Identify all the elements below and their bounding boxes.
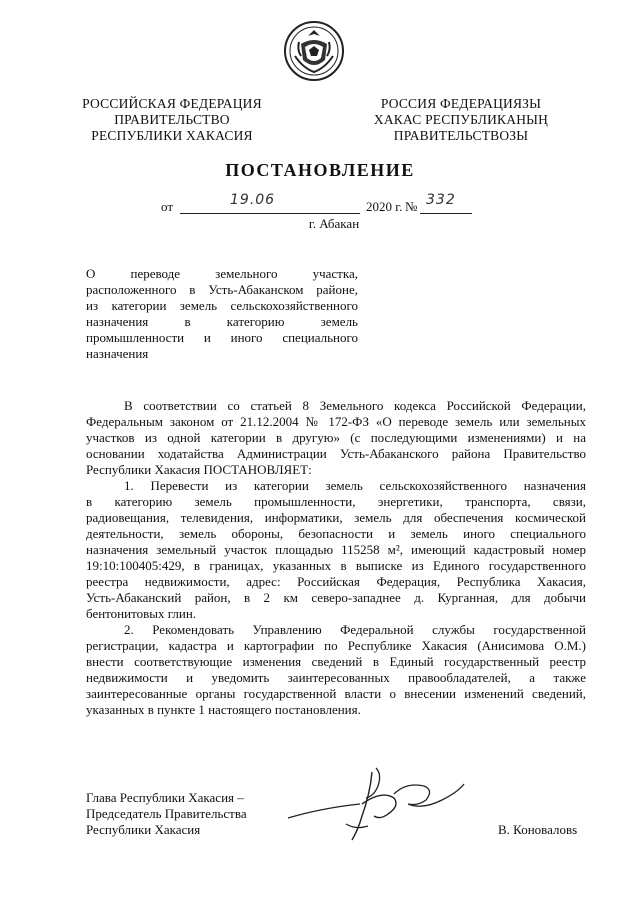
header-left-line: РОССИЙСКАЯ ФЕДЕРАЦИЯ [82,96,262,111]
header-right-line: ПРАВИТЕЛЬСТВОЗЫ [393,128,529,143]
body-line: указанных в пункте 1 настоящего постановления. [86,702,361,717]
body-line: внести соответствующие изменения сведений в Единый государственный реестр [86,654,586,669]
signatory-position-line: Председатель Правительства [86,806,247,821]
subject-line: промышленности и иного специального [86,330,358,345]
signatory-position [86,790,247,838]
header-right-line: РОССИЯ ФЕДЕРАЦИЯЗЫ [380,96,542,111]
year-label: 2020 г. [366,199,403,214]
body-line: 2. Рекомендовать Управлению Федеральной службы государственной [124,622,586,637]
subject-line: назначения в категорию земель [86,314,358,329]
signatory-position-line: Республики Хакасия [86,822,201,837]
body-line: недвижимости и уведомить заинтересованных правообладателей, а также [86,670,586,685]
date-prefix: от [161,199,174,214]
header-left-line: РЕСПУБЛИКИ ХАКАСИЯ [91,128,253,143]
subject-block [86,266,358,362]
body-line: Республики Хакасия ПОСТАНОВЛЯЕТ: [86,462,312,477]
body-line: регистрации, кадастра и картографии по Республике Хакасия (Анисимова О.М.) [86,638,586,653]
body-line: основании ходатайства Администрации Усть-Абаканского района Правительство [86,446,586,461]
subject-line: О переводе земельного участка, [86,266,358,281]
signatory-position-line: Глава Республики Хакасия – [86,790,244,805]
handwritten-signature-icon [282,764,468,846]
body-line: участков из одной категории в другую» (с последующими изменениями) и на [86,430,586,445]
header-left-line: ПРАВИТЕЛЬСТВО [114,112,230,127]
header-right [356,96,566,144]
body-line: в категорию земель промышленности, энергетики, транспорта, связи, [86,494,586,509]
signatory-name: В. Коноваловs [498,822,578,837]
date-value: 19.06 [230,192,276,208]
header-left [72,96,272,144]
body-line: бентонитовых глин. [86,606,197,621]
body-line: 19:10:100405:429, в границах, указанных в выписке из Единого государственного [86,558,586,573]
number-label: № [405,199,418,214]
header-right-line: ХАКАС РЕСПУБЛИКАНЫҢ [373,112,549,127]
body-line: реестра недвижимости, адрес: Российская Федерация, Республика Хакасия, [86,574,586,589]
body-line: Федеральным законом от 21.12.2004 № 172-ФЗ «О переводе земель или земельных [86,414,586,429]
subject-line: расположенного в Усть-Абаканском районе, [86,282,358,297]
body-line: назначения земельный участок площадью 115258 м², имеющий кадастровый номер [86,542,586,557]
subject-line: из категории земель сельскохозяйственного [86,298,358,313]
document-title: ПОСТАНОВЛЕНИЕ [225,160,415,180]
body-line: деятельности, земель обороны, безопасности и земель иного специального [86,526,586,541]
body-line: Усть-Абаканский район, в 2 км северо-западнее д. Курганная, для добычи [86,590,586,605]
date-field [180,192,360,214]
city: г. Абакан [308,216,360,231]
coat-of-arms-icon [283,20,345,82]
number-field [420,192,472,214]
body-line: радиовещания, телевидения, информатики, земель для обеспечения космической [86,510,586,525]
body-line: заинтересованные органы государственной власти о внесении изменений сведений, [86,686,586,701]
body-line: 1. Перевести из категории земель сельскохозяйственного назначения [124,478,586,493]
number-value: 332 [426,192,456,208]
body-line: В соответствии со статьей 8 Земельного кодекса Российской Федерации, [124,398,586,413]
body-text [86,398,586,718]
subject-line: назначения [86,346,149,361]
